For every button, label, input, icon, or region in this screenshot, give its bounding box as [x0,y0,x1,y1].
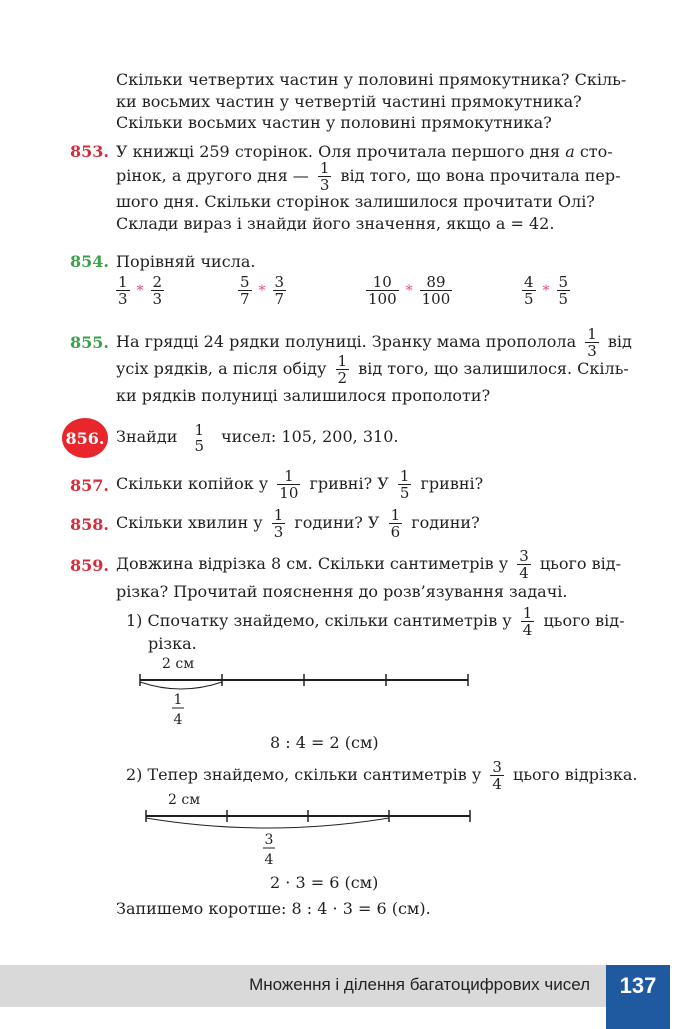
star-icon: * [258,282,266,299]
p855-line-2: усіх рядків, а після обіду $\frac{1}{2}$ від того, що залишилося. Скіль- [116,352,629,387]
p853-text-end: сто- [579,142,613,161]
p859-step-2: 2) Тепер знайдемо, скільки сантиметрів у $\frac{3}{4}$ цього відрізка. [126,758,638,793]
p859-step-1: 1) Спочатку знайдемо, скільки сантиметрів у $\frac{1}{4}$ цього від- [126,604,625,639]
p853-line-2 [116,160,621,193]
p855-line-1: На грядці 24 рядки полуниці. Зранку мама прополола $\frac{1}{3}$ від [116,325,632,360]
p859-line-1: Довжина відрізка 8 см. Скільки сантиметрів у $\frac{3}{4}$ цього від- [116,547,622,582]
p859-line-2: різка? Прочитай пояснення до розв’язування задачі. [116,582,568,601]
star-icon: * [136,282,144,299]
p853-text-2a: рінок, а другого дня — [116,166,309,185]
short-notation: Запишемо коротше: 8 : 4 · 3 = 6 (см). [116,899,431,918]
problem-number-855: 855. [70,333,109,352]
fraction: $\frac{1}{6}$ [390,506,401,541]
problem-number-858: 858. [70,515,109,534]
p858-line: Скільки хвилин у $\frac{1}{3}$ години? У $\frac{1}{6}$ години? [116,506,480,541]
problem-number-859: 859. [70,556,109,575]
p855-line-3: ки рядків полуниці залишилося прополоти? [116,386,491,405]
p859-step-1-line-2: різка. [148,634,197,653]
problem-number-856-badge: 856. [62,418,108,458]
fraction: $\frac{1}{5}$ [399,467,410,502]
fraction: $\frac{1}{3}$ [273,506,284,541]
p853-line-4: Склади вираз і знайди його значення, якщо a = 42. [116,214,555,233]
p853-line-3: шого дня. Скільки сторінок залишилося прочитати Олі? [116,192,595,211]
brace-arc [140,682,222,689]
p857-line: Скільки копійок у $\frac{1}{10}$ гривні? У $\frac{1}{5}$ гривні? [116,467,484,502]
star-icon: * [542,282,550,299]
d2-frac-num: 3 [264,832,274,848]
equation-1: 8 : 4 = 2 (см) [270,733,379,752]
page-number: 137 [606,965,670,1029]
fraction: $\frac{1}{4}$ [522,604,533,639]
problem-number-853: 853. [70,142,109,161]
p853-text: У книжці 259 сторінок. Оля прочитала першого дня [116,142,561,161]
intro-line-3: Скільки восьмих частин у половині прямокутника? [116,113,552,132]
d1-length-label: 2 см [162,656,195,672]
problem-number-857: 857. [70,476,109,495]
fraction: $\frac{1}{3}$ [319,159,330,194]
fraction: $\frac{3}{4}$ [492,758,502,793]
fraction: $\frac{1}{3}$ [587,325,597,360]
fraction: $\frac{3}{4}$ [519,547,529,582]
p853-var: a [565,142,575,161]
comparison-3: $\frac{10}{100}$ * $\frac{89}{100}$ [368,273,451,308]
p856-line: Знайди 1 5 чисел: 105, 200, 310. [116,420,399,455]
segment-diagram-2 [136,790,481,870]
brace-arc [146,818,389,828]
d1-frac-den: 4 [173,712,183,728]
fraction: 1 5 [194,420,204,455]
comparison-1: $\frac{1}{3}$ * $\frac{2}{3}$ [118,273,163,308]
comparison-2: $\frac{5}{7}$ * $\frac{3}{7}$ [240,273,285,308]
d2-length-label: 2 см [168,792,201,808]
equation-2: 2 · 3 = 6 (см) [270,873,379,892]
d1-frac-num: 1 [173,692,183,708]
comparison-4: $\frac{4}{5}$ * $\frac{5}{5}$ [524,273,569,308]
d2-frac-den: 4 [264,852,274,868]
segment-diagram-1 [130,652,490,732]
p853-line-1 [116,142,613,162]
chapter-title: Множення і ділення багатоцифрових чисел [249,975,590,994]
fraction: $\frac{1}{2}$ [337,352,348,387]
p854-text: Порівняй числа. [116,252,256,271]
fraction: $\frac{1}{10}$ [279,467,299,502]
problem-number-854: 854. [70,252,109,271]
p853-text-2b: від того, що вона прочитала пер- [340,166,621,185]
footer-band [0,965,606,1007]
star-icon: * [405,282,413,299]
intro-line-2: ки восьмих частин у четвертій частині прямокутника? [116,92,582,111]
intro-line-1: Скільки четвертих частин у половині прямокутника? Скіль- [116,70,627,89]
